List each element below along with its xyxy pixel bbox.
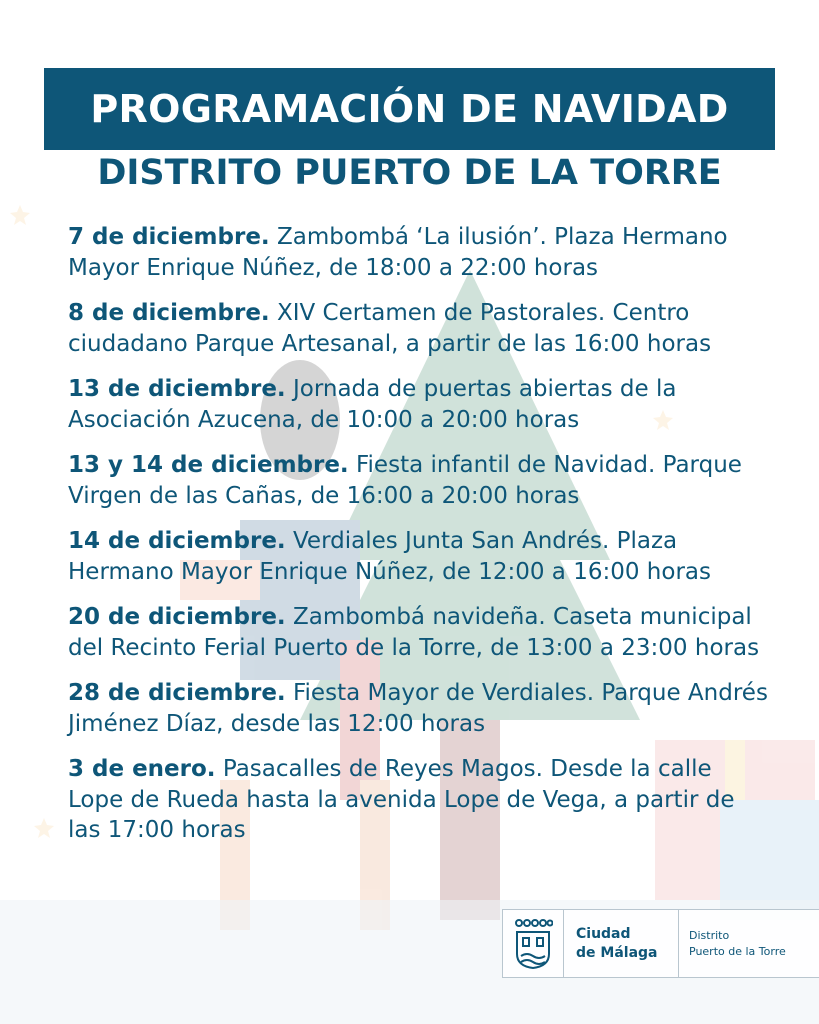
- event-list: [68, 222, 768, 861]
- city-name-line1: Ciudad: [576, 925, 631, 942]
- event-date: 13 y 14 de diciembre.: [68, 452, 349, 478]
- city-name-line2: de Málaga: [576, 944, 658, 961]
- page-title: PROGRAMACIÓN DE NAVIDAD: [90, 87, 729, 131]
- event-date: 13 de diciembre.: [68, 376, 286, 402]
- city-crest-icon: [503, 910, 563, 977]
- event-date: 28 de diciembre.: [68, 680, 286, 706]
- event-date: 14 de diciembre.: [68, 528, 286, 554]
- district-name-line2: Puerto de la Torre: [689, 944, 786, 958]
- event-item: [68, 298, 768, 359]
- event-date: 3 de enero.: [68, 756, 216, 782]
- event-description: Pasacalles de Reyes Magos. Desde la calle Lope de Rueda hasta la avenida Lope de Vega, a partir de las 17:00 horas: [68, 756, 735, 843]
- event-description: Fiesta Mayor de Verdiales. Parque Andrés Jiménez Díaz, desde las 12:00 horas: [68, 680, 768, 737]
- event-item: [68, 374, 768, 435]
- event-item: [68, 450, 768, 511]
- event-item: [68, 678, 768, 739]
- event-description: Jornada de puertas abiertas de la Asociación Azucena, de 10:00 a 20:00 horas: [68, 376, 677, 433]
- city-name: [564, 925, 678, 963]
- event-item: [68, 222, 768, 283]
- event-item: [68, 526, 768, 587]
- event-description: Fiesta infantil de Navidad. Parque Virgen de las Cañas, de 16:00 a 20:00 horas: [68, 452, 742, 509]
- event-date: 20 de diciembre.: [68, 604, 286, 630]
- district-name-line1: Distrito: [689, 928, 730, 942]
- footer-logo: [502, 909, 819, 978]
- event-date: 8 de diciembre.: [68, 300, 270, 326]
- event-description: Verdiales Junta San Andrés. Plaza Hermano Mayor Enrique Núñez, de 12:00 a 16:00 horas: [68, 528, 711, 585]
- page-subtitle: DISTRITO PUERTO DE LA TORRE: [97, 153, 722, 193]
- district-name: [679, 928, 786, 960]
- event-item: [68, 754, 768, 846]
- event-description: Zambombá ‘La ilusión’. Plaza Hermano Mayor Enrique Núñez, de 18:00 a 22:00 horas: [68, 224, 728, 281]
- event-item: [68, 602, 768, 663]
- title-banner: [44, 68, 775, 150]
- event-description: XIV Certamen de Pastorales. Centro ciudadano Parque Artesanal, a partir de las 16:00 horas: [68, 300, 712, 357]
- event-date: 7 de diciembre.: [68, 224, 270, 250]
- event-description: Zambombá navideña. Caseta municipal del Recinto Ferial Puerto de la Torre, de 13:00 a 23:00 horas: [68, 604, 760, 661]
